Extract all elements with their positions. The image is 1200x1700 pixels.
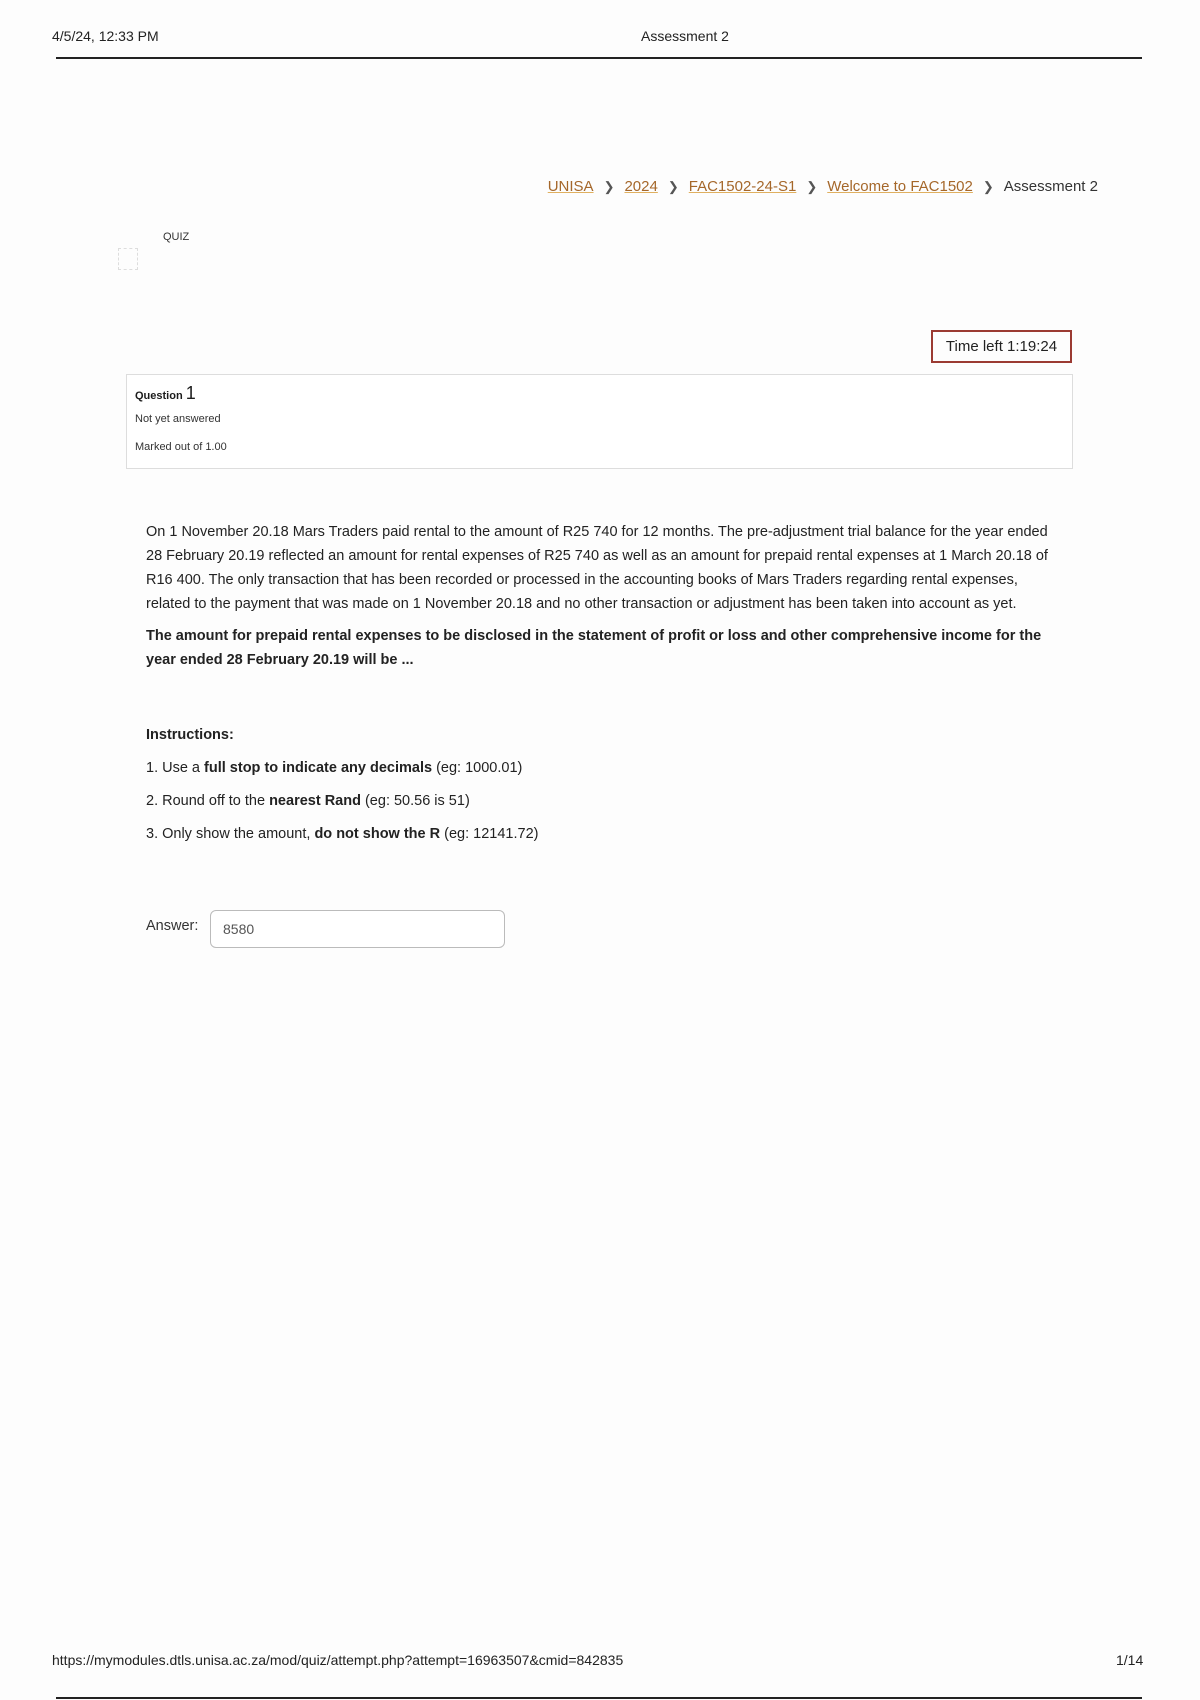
time-left-badge: Time left 1:19:24 <box>931 330 1072 363</box>
breadcrumb-year[interactable]: 2024 <box>624 178 658 195</box>
question-prefix: Question <box>135 390 183 402</box>
breadcrumb-course[interactable]: FAC1502-24-S1 <box>688 178 797 195</box>
question-scenario: On 1 November 20.18 Mars Traders paid rental to the amount of R25 740 for 12 months. The pre-adjustment trial balance for the year ended 28 February 20.19 reflected an amount for rental expenses of R25 740 as well as an amount for prepaid rental expenses at 1 March 20.18 of R16 400. The only transaction that has been recorded or processed in the accounting books of Mars Traders regarding rental expenses, related to the payment that was made on 1 November 20.18 and no other transaction or adjustment has been taken into account as yet. <box>146 524 1048 612</box>
breadcrumb-current: Assessment 2 <box>1003 178 1098 195</box>
answer-input[interactable] <box>210 910 505 948</box>
question-info <box>126 374 1073 469</box>
question-number <box>135 383 196 404</box>
instructions <box>146 724 538 856</box>
question-text <box>146 520 1056 680</box>
chevron-right-icon: ❯ <box>982 178 994 194</box>
print-page-number: 1/14 <box>1116 1652 1144 1668</box>
header-divider <box>56 57 1142 59</box>
print-datetime: 4/5/24, 12:33 PM <box>52 28 159 44</box>
page-type-label: QUIZ <box>163 231 190 243</box>
breadcrumb-unisa[interactable]: UNISA <box>547 178 594 195</box>
quiz-icon <box>118 248 138 270</box>
print-url: https://mymodules.dtls.unisa.ac.za/mod/quiz/attempt.php?attempt=16963507&cmid=842835 <box>52 1652 624 1668</box>
print-title: Assessment 2 <box>641 28 729 44</box>
question-number-value: 1 <box>185 383 196 403</box>
chevron-right-icon: ❯ <box>806 178 818 194</box>
instructions-title: Instructions: <box>146 727 234 743</box>
chevron-right-icon: ❯ <box>603 178 615 194</box>
breadcrumb-section[interactable]: Welcome to FAC1502 <box>827 178 973 195</box>
breadcrumb <box>548 178 1098 195</box>
chevron-right-icon: ❯ <box>667 178 679 194</box>
footer-divider <box>56 1697 1142 1699</box>
instruction-item: 2. Round off to the nearest Rand (eg: 50.56 is 51) <box>146 793 470 809</box>
question-marks: Marked out of 1.00 <box>135 441 227 453</box>
question-prompt: The amount for prepaid rental expenses to be disclosed in the statement of profit or loss and other comprehensive income for the year ended 28 February 20.19 will be ... <box>146 628 1042 668</box>
answer-label: Answer: <box>146 918 199 934</box>
question-status: Not yet answered <box>135 413 221 425</box>
instruction-item: 3. Only show the amount, do not show the R (eg: 12141.72) <box>146 826 539 842</box>
instruction-item: 1. Use a full stop to indicate any decimals (eg: 1000.01) <box>146 760 523 776</box>
